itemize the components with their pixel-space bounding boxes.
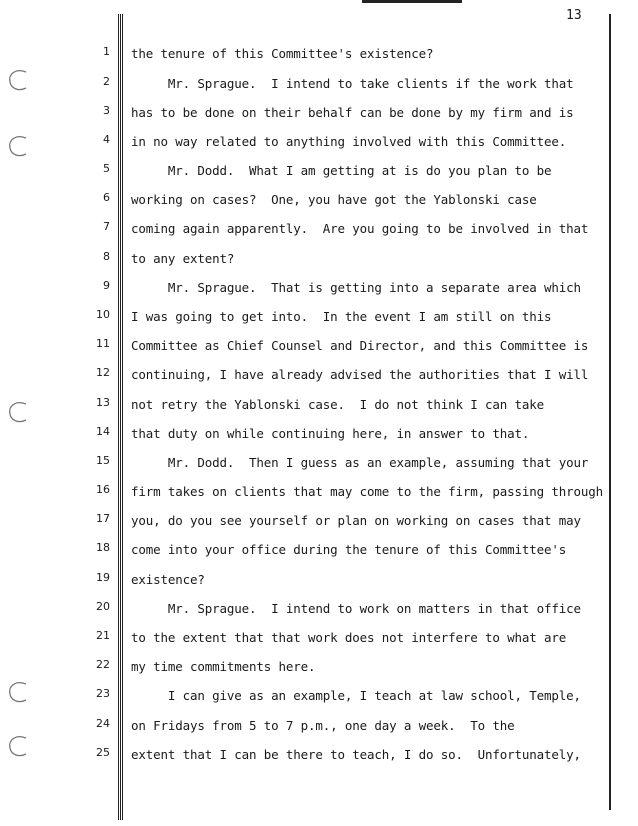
- transcript-line: to any extent?: [131, 251, 235, 266]
- line-number: 15: [96, 454, 110, 467]
- line-number: 9: [103, 279, 110, 292]
- line-number: 4: [103, 133, 110, 146]
- top-edge-mark: [362, 0, 462, 3]
- line-number: 16: [96, 483, 110, 496]
- line-number: 21: [96, 629, 110, 642]
- transcript-line: continuing, I have already advised the authorities that I will: [131, 367, 589, 382]
- transcript-line: Mr. Dodd. Then I guess as an example, assuming that your: [131, 455, 589, 470]
- transcript-line: to the extent that that work does not interfere to what are: [131, 630, 567, 645]
- transcript-line: Mr. Sprague. I intend to take clients if the work that: [131, 76, 574, 91]
- line-number: 8: [103, 250, 110, 263]
- line-number: 25: [96, 746, 110, 759]
- line-number: 6: [103, 191, 110, 204]
- line-number: 11: [96, 337, 110, 350]
- transcript-line: I can give as an example, I teach at law school, Temple,: [131, 688, 581, 703]
- line-number: 22: [96, 658, 110, 671]
- transcript-line: firm takes on clients that may come to the firm, passing through: [131, 484, 604, 499]
- line-number: 2: [103, 75, 110, 88]
- line-number: 1: [103, 45, 110, 58]
- transcript-line: that duty on while continuing here, in answer to that.: [131, 426, 530, 441]
- transcript-line: coming again apparently. Are you going to be involved in that: [131, 221, 589, 236]
- binder-hole-mark: [2, 730, 36, 764]
- line-number: 20: [96, 600, 110, 613]
- transcript-line: on Fridays from 5 to 7 p.m., one day a week. To the: [131, 718, 515, 733]
- binder-hole-mark: [2, 130, 36, 164]
- line-number: 13: [96, 396, 110, 409]
- left-margin-rule: [118, 14, 123, 820]
- transcript-line: not retry the Yablonski case. I do not think I can take: [131, 397, 545, 412]
- line-number: 17: [96, 512, 110, 525]
- binder-hole-mark: [2, 64, 36, 98]
- binder-hole-mark: [2, 396, 36, 430]
- transcript-line: Mr. Sprague. That is getting into a separate area which: [131, 280, 581, 295]
- transcript-line: Mr. Dodd. What I am getting at is do you plan to be: [131, 163, 552, 178]
- line-number: 12: [96, 366, 110, 379]
- transcript-line: come into your office during the tenure of this Committee's: [131, 542, 567, 557]
- transcript-line: extent that I can be there to teach, I do so. Unfortunately,: [131, 747, 581, 762]
- line-number: 3: [103, 104, 110, 117]
- transcript-line: the tenure of this Committee's existence?: [131, 46, 434, 61]
- transcript-line: my time commitments here.: [131, 659, 316, 674]
- page-number: 13: [566, 8, 582, 23]
- line-number: 14: [96, 425, 110, 438]
- line-number: 19: [96, 571, 110, 584]
- line-number: 18: [96, 541, 110, 554]
- right-margin-rule: [609, 14, 611, 810]
- transcript-line: existence?: [131, 572, 205, 587]
- transcript-line: working on cases? One, you have got the Yablonski case: [131, 192, 537, 207]
- transcript-line: Committee as Chief Counsel and Director, and this Committee is: [131, 338, 589, 353]
- line-number: 10: [96, 308, 110, 321]
- transcript-line: you, do you see yourself or plan on working on cases that may: [131, 513, 581, 528]
- line-number: 7: [103, 220, 110, 233]
- transcript-line: has to be done on their behalf can be done by my firm and is: [131, 105, 574, 120]
- line-number: 23: [96, 687, 110, 700]
- transcript-line: in no way related to anything involved with this Committee.: [131, 134, 567, 149]
- line-number: 24: [96, 717, 110, 730]
- transcript-line: I was going to get into. In the event I am still on this: [131, 309, 552, 324]
- transcript-line: Mr. Sprague. I intend to work on matters in that office: [131, 601, 581, 616]
- line-number: 5: [103, 162, 110, 175]
- binder-hole-mark: [2, 676, 36, 710]
